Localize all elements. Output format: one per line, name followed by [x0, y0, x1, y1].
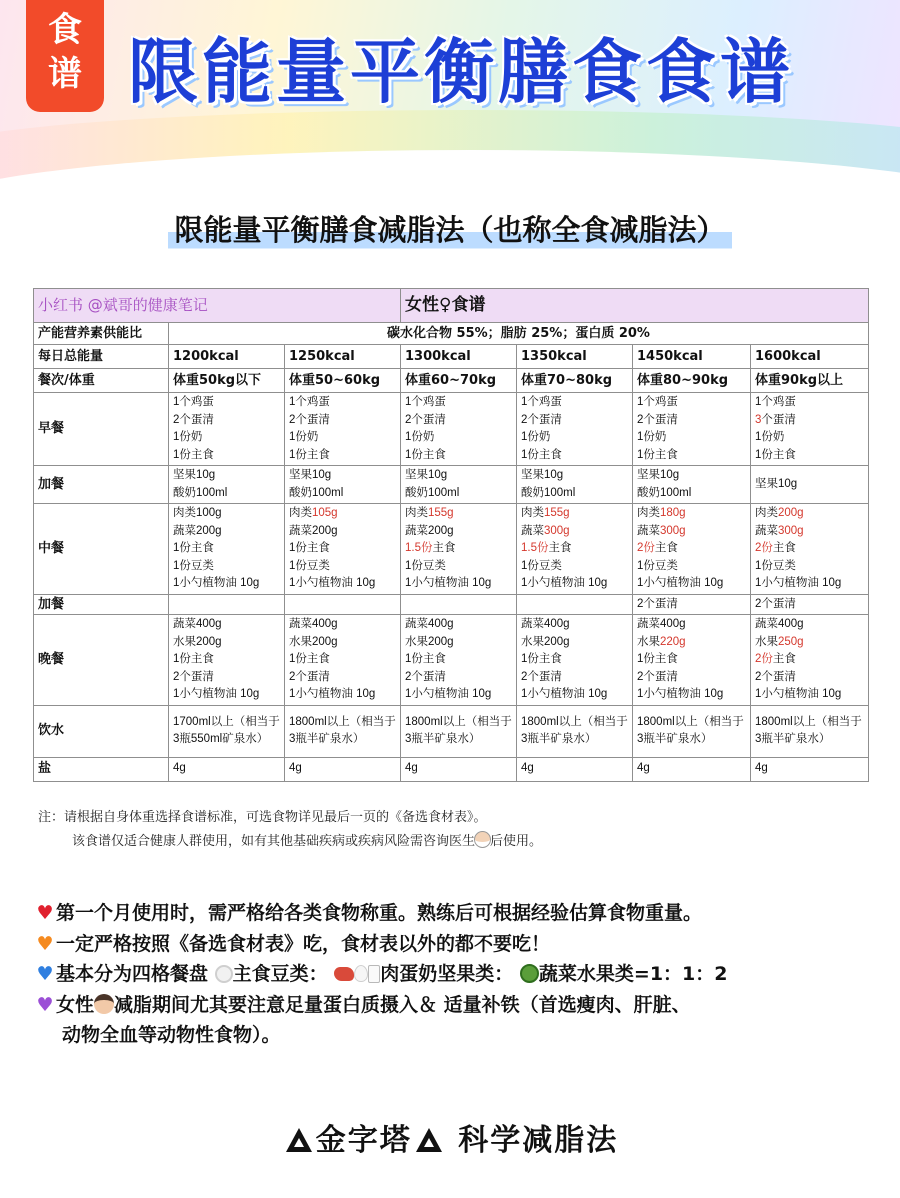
- water-label: 饮水: [34, 705, 169, 757]
- ratio-label: 产能营养素供能比: [34, 323, 169, 345]
- lunch-meat-amount: 105g: [312, 507, 338, 519]
- salt-cell: 4g: [401, 757, 517, 781]
- item: 1份主食: [637, 448, 678, 461]
- item: 1份豆类: [173, 559, 214, 572]
- energy-cell: 1200kcal: [169, 345, 285, 369]
- lunch-veg-amount: 300g: [778, 524, 804, 537]
- water-cell: 1800ml以上（相当于3瓶半矿泉水）: [633, 705, 751, 757]
- item: 水果220g: [637, 635, 686, 648]
- lunch-staple-amount: 1.5份: [405, 542, 433, 554]
- water-cell: 1800ml以上（相当于3瓶半矿泉水）: [285, 705, 401, 757]
- water-cell: 1800ml以上（相当于3瓶半矿泉水）: [517, 705, 633, 757]
- footer-right: 科学减脂法: [458, 1123, 619, 1158]
- item: 蔬菜300g: [755, 524, 804, 537]
- snack2-cell: [401, 594, 517, 615]
- item: 蔬菜300g: [521, 524, 570, 537]
- item: 肉类180g: [637, 507, 686, 519]
- item: 肉类155g: [405, 507, 454, 519]
- weight-cell: 体重50~60kg: [285, 369, 401, 393]
- salad-icon: [520, 964, 539, 983]
- weight-row: [34, 369, 869, 393]
- lunch-staple-amount: 2份: [755, 542, 773, 554]
- snack2-cell: 2个蛋清: [633, 594, 751, 615]
- dinner-cell: [401, 615, 517, 706]
- item: 蔬菜400g: [173, 618, 222, 630]
- dinner-cell: [169, 615, 285, 706]
- item: 肉类105g: [289, 507, 338, 519]
- item: 蔬菜200g: [405, 524, 454, 537]
- item: 1份豆类: [521, 559, 562, 572]
- item: 水果200g: [289, 635, 338, 648]
- recipe-table: [33, 288, 869, 782]
- dinner-fruit-amount: 220g: [660, 635, 686, 648]
- lunch-cell: [401, 504, 517, 595]
- item: 1小勺植物油 10g: [405, 688, 492, 700]
- item: 1小勺植物油 10g: [637, 688, 724, 700]
- doctor-icon: [475, 832, 490, 847]
- dinner-cell: [285, 615, 401, 706]
- item: 1份主食: [173, 653, 214, 665]
- item: 1份主食: [173, 542, 214, 554]
- breakfast-cell: [285, 393, 401, 466]
- item: 2个蛋清: [173, 413, 214, 426]
- lunch-staple-amount: 1份: [173, 542, 191, 554]
- highlight-value: 3: [755, 413, 762, 426]
- dinner-fruit-amount: 200g: [428, 635, 454, 648]
- item: 肉类155g: [521, 507, 570, 519]
- item: 酸奶100ml: [521, 486, 576, 499]
- water-row: [34, 705, 869, 757]
- lunch-veg-amount: 200g: [428, 524, 454, 537]
- item: 水果250g: [755, 635, 804, 648]
- item: 1份主食: [173, 448, 214, 461]
- item: 1份主食: [405, 448, 446, 461]
- item: 1.5份主食: [405, 542, 456, 554]
- sheet-title: 女性♀食谱: [401, 289, 869, 323]
- item: 肉类200g: [755, 507, 804, 519]
- item: 2个蛋清: [405, 670, 446, 683]
- item: 1.5份主食: [521, 542, 572, 554]
- item: 1小勺植物油 10g: [637, 577, 724, 589]
- weight-cell: 体重60~70kg: [401, 369, 517, 393]
- item: 1份奶: [173, 431, 203, 443]
- snack-label: 加餐: [34, 466, 169, 504]
- lunch-meat-amount: 155g: [428, 507, 454, 519]
- tip-item: ♥ 一定严格按照《备选食材表》吃，食材表以外的都不要吃！: [34, 929, 884, 960]
- item: 1份豆类: [405, 559, 446, 572]
- item: 1份奶: [405, 431, 435, 443]
- tips-list: [34, 898, 884, 1051]
- milk-icon: [368, 965, 380, 983]
- item: 水果200g: [405, 635, 454, 648]
- item: 1个鸡蛋: [521, 396, 562, 408]
- dinner-label: 晚餐: [34, 615, 169, 706]
- item: 酸奶100ml: [289, 486, 344, 499]
- item: 坚果10g: [173, 469, 216, 481]
- brand-label: 小红书 @斌哥的健康笔记: [34, 289, 401, 323]
- snack-cell: [633, 466, 751, 504]
- weight-cell: 体重70~80kg: [517, 369, 633, 393]
- dinner-row: [34, 615, 869, 706]
- item: 蔬菜400g: [405, 618, 454, 630]
- item: 1份主食: [755, 448, 796, 461]
- item: 蔬菜300g: [637, 524, 686, 537]
- item: 2个蛋清: [521, 670, 562, 683]
- subtitle-wrap: [0, 208, 900, 252]
- water-cell: 1700ml以上（相当于3瓶550ml矿泉水）: [169, 705, 285, 757]
- item: 1份主食: [405, 653, 446, 665]
- blue-heart-icon: ♥: [36, 963, 54, 985]
- item: 水果200g: [521, 635, 570, 648]
- salt-cell: 4g: [517, 757, 633, 781]
- lunch-cell: [751, 504, 869, 595]
- item: 1份奶: [637, 431, 667, 443]
- recipe-tag: [26, 0, 104, 112]
- snack-cell: [285, 466, 401, 504]
- lunch-cell: [633, 504, 751, 595]
- dinner-fruit-amount: 200g: [544, 635, 570, 648]
- item: 2份主食: [637, 542, 678, 554]
- water-cell: 1800ml以上（相当于3瓶半矿泉水）: [401, 705, 517, 757]
- subtitle: 限能量平衡膳食减脂法（也称全食减脂法）: [168, 208, 731, 252]
- lunch-staple-amount: 1份: [289, 542, 307, 554]
- item: 坚果10g: [289, 469, 332, 481]
- tip-item: ♥ 第一个月使用时，需严格给各类食物称重。熟练后可根据经验估算食物重量。: [34, 898, 884, 929]
- item: 蔬菜400g: [521, 618, 570, 630]
- snack2-row: [34, 594, 869, 615]
- purple-heart-icon: ♥: [36, 993, 54, 1016]
- energy-cell: 1300kcal: [401, 345, 517, 369]
- item: 2个蛋清: [521, 413, 562, 426]
- salt-cell: 4g: [285, 757, 401, 781]
- snack-row: [34, 466, 869, 504]
- item: 肉类100g: [173, 507, 222, 519]
- salt-cell: 4g: [751, 757, 869, 781]
- dinner-cell: [633, 615, 751, 706]
- item: 2个蛋清: [405, 413, 446, 426]
- note-line: 该食谱仅适合健康人群使用，如有其他基础疾病或疾病风险需咨询医生 后使用。: [72, 834, 543, 849]
- item: 1小勺植物油 10g: [173, 577, 260, 589]
- meat-icon: [334, 967, 354, 981]
- breakfast-cell: [751, 393, 869, 466]
- lunch-veg-amount: 200g: [312, 524, 338, 537]
- note-line: 注：请根据自身体重选择食谱标准，可选食物详见最后一页的《备选食材表》。: [38, 810, 487, 825]
- item: 1份主食: [289, 653, 330, 665]
- orange-heart-icon: ♥: [36, 932, 54, 955]
- footer-left: 金字塔: [315, 1123, 412, 1158]
- item: 蔬菜200g: [289, 524, 338, 537]
- item: 酸奶100ml: [405, 486, 460, 499]
- item: 坚果10g: [755, 477, 798, 490]
- rice-bowl-icon: [215, 965, 233, 983]
- snack-cell: [169, 466, 285, 504]
- lunch-veg-amount: 300g: [544, 524, 570, 537]
- warning-triangle-icon: [286, 1128, 312, 1152]
- item: 1小勺植物油 10g: [755, 577, 842, 589]
- tip-item: ♥ 女性 减脂期间尤其要注意足量蛋白质摄入＆ 适量补铁（首选瘦肉、肝脏、: [34, 990, 884, 1021]
- salt-label: 盐: [34, 757, 169, 781]
- item: 1个鸡蛋: [755, 396, 796, 408]
- tag-char-top: 食: [48, 10, 82, 50]
- weight-cell: 体重80~90kg: [633, 369, 751, 393]
- item: 3个蛋清: [755, 413, 796, 426]
- item: 坚果10g: [637, 469, 680, 481]
- dinner-staple-amount: 1份: [289, 653, 307, 665]
- energy-cell: 1450kcal: [633, 345, 751, 369]
- item: 2个蛋清: [289, 413, 330, 426]
- energy-cell: 1250kcal: [285, 345, 401, 369]
- snack2-cell: 2个蛋清: [751, 594, 869, 615]
- salt-cell: 4g: [633, 757, 751, 781]
- item: 1小勺植物油 10g: [289, 577, 376, 589]
- item: 1份豆类: [289, 559, 330, 572]
- energy-label: 每日总能量: [34, 345, 169, 369]
- salt-row: [34, 757, 869, 781]
- tip-item: ♥ 基本分为四格餐盘 主食豆类： 肉蛋奶坚果类： 蔬菜水果类=1：1：2: [34, 959, 884, 990]
- item: 2份主食: [755, 653, 796, 665]
- item: 1份豆类: [637, 559, 678, 572]
- item: 蔬菜400g: [289, 618, 338, 630]
- item: 1份奶: [521, 431, 551, 443]
- item: 1份主食: [521, 448, 562, 461]
- dinner-fruit-amount: 200g: [196, 635, 222, 648]
- item: 1小勺植物油 10g: [521, 577, 608, 589]
- lunch-label: 中餐: [34, 504, 169, 595]
- dinner-cell: [751, 615, 869, 706]
- breakfast-cell: [169, 393, 285, 466]
- item: 1份主食: [637, 653, 678, 665]
- item: 1份奶: [289, 431, 319, 443]
- item: 2个蛋清: [289, 670, 330, 683]
- red-heart-icon: ♥: [36, 902, 54, 924]
- salt-cell: 4g: [169, 757, 285, 781]
- lunch-cell: [285, 504, 401, 595]
- weight-cell: 体重90kg以上: [751, 369, 869, 393]
- item: 1个鸡蛋: [405, 396, 446, 408]
- item: 1小勺植物油 10g: [521, 688, 608, 700]
- woman-icon: [94, 994, 114, 1014]
- item: 2份主食: [755, 542, 796, 554]
- item: 水果200g: [173, 635, 222, 648]
- dinner-staple-amount: 1份: [637, 653, 655, 665]
- page-title: 限能量平衡膳食食谱: [128, 31, 794, 113]
- dinner-staple-amount: 1份: [521, 653, 539, 665]
- item: 2个蛋清: [637, 670, 678, 683]
- snack2-cell: [169, 594, 285, 615]
- tag-char-bottom: 谱: [48, 54, 82, 94]
- snack-cell: [401, 466, 517, 504]
- lunch-staple-amount: 2份: [637, 542, 655, 554]
- footer: [0, 1115, 900, 1159]
- brand-row: [34, 289, 869, 323]
- lunch-meat-amount: 180g: [660, 507, 686, 519]
- dinner-staple-amount: 1份: [173, 653, 191, 665]
- energy-cell: 1600kcal: [751, 345, 869, 369]
- energy-cell: 1350kcal: [517, 345, 633, 369]
- warning-triangle-icon: [416, 1128, 442, 1152]
- item: 坚果10g: [521, 469, 564, 481]
- item: 1份主食: [289, 542, 330, 554]
- item: 蔬菜400g: [755, 618, 804, 630]
- item: 1份奶: [755, 431, 785, 443]
- item: 酸奶100ml: [637, 486, 692, 499]
- weight-label: 餐次/体重: [34, 369, 169, 393]
- item: 1份主食: [521, 653, 562, 665]
- ratio-value: 碳水化合物 55%；脂肪 25%；蛋白质 20%: [169, 323, 869, 345]
- weight-cell: 体重50kg以下: [169, 369, 285, 393]
- snack2-cell: [285, 594, 401, 615]
- item: 2个蛋清: [637, 413, 678, 426]
- breakfast-label: 早餐: [34, 393, 169, 466]
- item: 1小勺植物油 10g: [173, 688, 260, 700]
- notes: [38, 806, 878, 854]
- item: 1份豆类: [755, 559, 796, 572]
- item: 1小勺植物油 10g: [755, 688, 842, 700]
- dinner-fruit-amount: 200g: [312, 635, 338, 648]
- breakfast-cell: [633, 393, 751, 466]
- snack-cell: [517, 466, 633, 504]
- dinner-staple-amount: 2份: [755, 653, 773, 665]
- snack2-cell: [517, 594, 633, 615]
- item: 2个蛋清: [173, 670, 214, 683]
- lunch-meat-amount: 100g: [196, 507, 222, 519]
- breakfast-cell: [401, 393, 517, 466]
- breakfast-cell: [517, 393, 633, 466]
- lunch-veg-amount: 200g: [196, 524, 222, 537]
- energy-row: [34, 345, 869, 369]
- egg-icon: [354, 965, 368, 982]
- item: 1份主食: [289, 448, 330, 461]
- lunch-meat-amount: 155g: [544, 507, 570, 519]
- item: 1小勺植物油 10g: [289, 688, 376, 700]
- dinner-fruit-amount: 250g: [778, 635, 804, 648]
- item: 1个鸡蛋: [637, 396, 678, 408]
- breakfast-row: [34, 393, 869, 466]
- item: 2个蛋清: [755, 670, 796, 683]
- item: 1个鸡蛋: [173, 396, 214, 408]
- snack2-label: 加餐: [34, 594, 169, 615]
- tip-item-continued: 动物全血等动物性食物）。: [62, 1024, 281, 1046]
- item: 1个鸡蛋: [289, 396, 330, 408]
- lunch-veg-amount: 300g: [660, 524, 686, 537]
- lunch-cell: [517, 504, 633, 595]
- lunch-cell: [169, 504, 285, 595]
- item: 蔬菜200g: [173, 524, 222, 537]
- lunch-meat-amount: 200g: [778, 507, 804, 519]
- lunch-row: [34, 504, 869, 595]
- snack-cell: [751, 466, 869, 504]
- dinner-staple-amount: 1份: [405, 653, 423, 665]
- lunch-staple-amount: 1.5份: [521, 542, 549, 554]
- ratio-row: [34, 323, 869, 345]
- item: 酸奶100ml: [173, 486, 228, 499]
- water-cell: 1800ml以上（相当于3瓶半矿泉水）: [751, 705, 869, 757]
- item: 蔬菜400g: [637, 618, 686, 630]
- item: 坚果10g: [405, 469, 448, 481]
- dinner-cell: [517, 615, 633, 706]
- item: 1小勺植物油 10g: [405, 577, 492, 589]
